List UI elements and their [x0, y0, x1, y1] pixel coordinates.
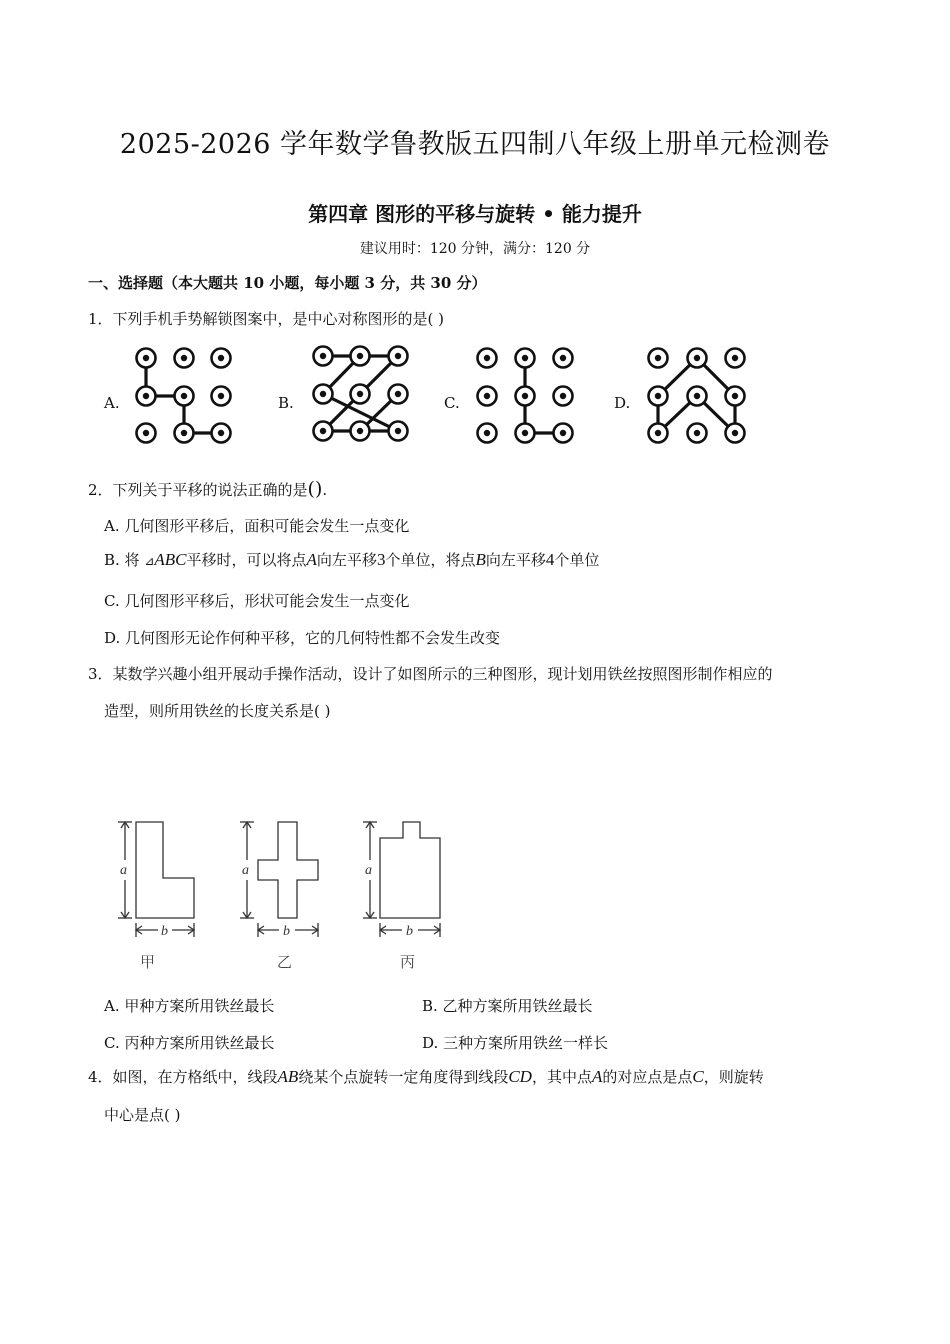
shape-yi-label-b: b [283, 924, 290, 939]
q4-segment-cd: CD [508, 1067, 532, 1086]
q2-b-mid4: 向左平移 [485, 551, 546, 569]
q2-b-mid1: 平移时，可以将点 [186, 551, 307, 569]
shape-yi-label-a: a [242, 863, 249, 878]
q1-label-c: C. [444, 394, 460, 412]
q3-stem-line2: 造型，则所用铁丝的长度关系是( ) [104, 702, 331, 720]
q1-label-a: A. [104, 394, 120, 412]
q2-paren: () [307, 478, 323, 500]
q2-b-point-a: A [306, 550, 317, 569]
pattern-b-figure [314, 347, 408, 441]
shape-jia-label-a: a [120, 863, 127, 878]
q3-option-c: C. 丙种方案所用铁丝最长 [104, 1034, 275, 1052]
q1-label-d: D. [614, 394, 631, 412]
q2-period: . [322, 481, 328, 499]
q2-option-d: D. 几何图形无论作何种平移，它的几何特性都不会发生改变 [104, 629, 501, 647]
q2-option-a: A. 几何图形平移后，面积可能会发生一点变化 [104, 517, 410, 535]
shape-bing [380, 822, 440, 918]
q2-b-four: 4 [545, 550, 555, 569]
chapter-subtitle: 第四章 图形的平移与旋转 • 能力提升 [308, 202, 642, 226]
q2-option-c: C. 几何图形平移后，形状可能会发生一点变化 [104, 592, 410, 610]
q4-stem-line2: 中心是点( ) [104, 1106, 181, 1124]
q4-mid2: ，其中点 [531, 1068, 592, 1086]
q1-stem: 1．下列手机手势解锁图案中，是中心对称图形的是( ) [88, 310, 445, 328]
q2-b-point-b: B [475, 550, 486, 569]
q2-option-b [104, 549, 599, 570]
q4-mid1: 绕某个点旋转一定角度得到线段 [298, 1068, 509, 1086]
page-title: 2025-2026 学年数学鲁教版五四制八年级上册单元检测卷 [119, 129, 831, 160]
q4-pre: 4．如图，在方格纸中，线段 [88, 1068, 278, 1086]
q4-point-a: A [591, 1067, 603, 1086]
q2-stem [88, 478, 327, 500]
shape-bing-name: 丙 [400, 955, 416, 971]
q2-b-tri: ⊿ [144, 554, 155, 568]
q2-b-abc: ABC [154, 550, 187, 569]
q2-b-mid3: 个单位，将点 [385, 551, 476, 569]
pattern-c-figure [478, 349, 573, 443]
shape-jia [136, 822, 194, 918]
q3-option-b: B. 乙种方案所用铁丝最长 [422, 997, 593, 1015]
q4-point-c: C [692, 1067, 704, 1086]
q4-segment-ab: AB [277, 1067, 299, 1086]
q1-unlock-patterns [0, 0, 950, 470]
q2-b-mid2: 向左平移 [316, 551, 377, 569]
shape-yi [258, 822, 318, 918]
shape-bing-label-b: b [406, 924, 413, 939]
q4-stem-line1 [88, 1066, 764, 1087]
shape-jia-name: 甲 [140, 955, 156, 971]
q2-b-end: 个单位 [554, 551, 600, 569]
q2-b-pre: B. 将 [104, 551, 140, 569]
pattern-a-figure [137, 349, 231, 443]
pattern-d-figure [649, 349, 745, 443]
q4-mid3: 的对应点是点 [602, 1068, 693, 1086]
q3-shapes-figure [0, 800, 500, 985]
shape-jia-label-b: b [161, 924, 168, 939]
section-heading: 一、选择题（本大题共 10 小题，每小题 3 分，共 30 分） [88, 274, 487, 292]
q3-option-d: D. 三种方案所用铁丝一样长 [422, 1034, 609, 1052]
q2-b-three: 3 [376, 550, 386, 569]
q3-stem-line1: 3．某数学兴趣小组开展动手操作活动，设计了如图所示的三种图形，现计划用铁丝按照图形制作相应的 [88, 665, 773, 683]
q4-mid4: ，则旋转 [703, 1068, 764, 1086]
shape-yi-name: 乙 [277, 955, 293, 971]
q2-stem-text: 2．下列关于平移的说法正确的是 [88, 481, 308, 499]
q3-option-a: A. 甲种方案所用铁丝最长 [104, 997, 275, 1015]
shape-bing-label-a: a [365, 863, 372, 878]
q1-label-b: B. [278, 394, 294, 412]
exam-meta: 建议用时：120 分钟，满分：120 分 [359, 241, 591, 257]
